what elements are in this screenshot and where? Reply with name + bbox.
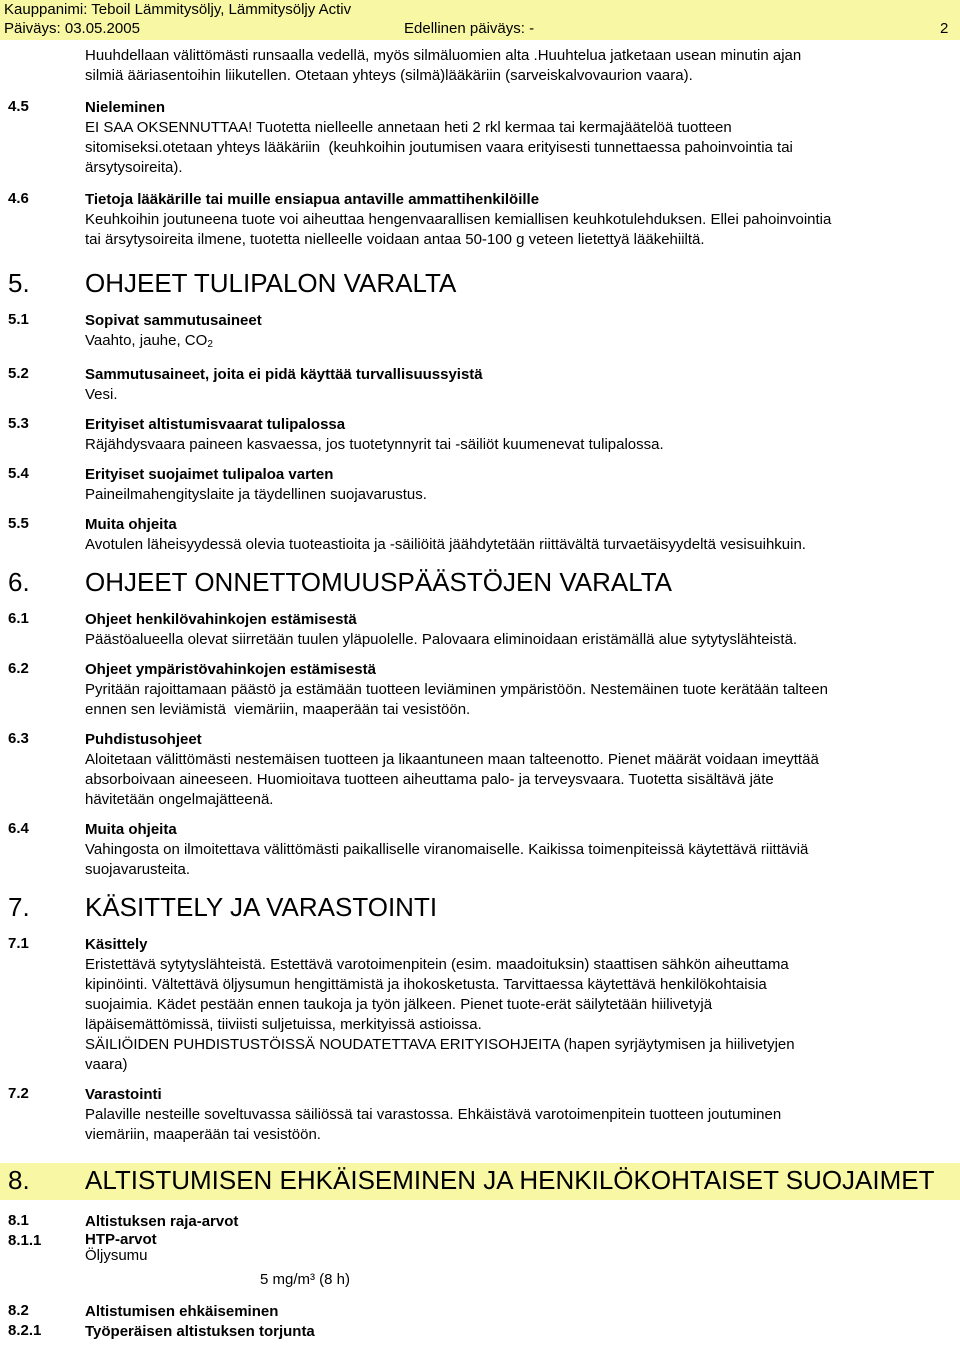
section-number: 4.5 <box>8 98 29 115</box>
section-title: Varastointi <box>85 1086 162 1103</box>
section-text <box>85 840 952 880</box>
section-text <box>85 331 952 355</box>
section-title: Nieleminen <box>85 99 166 116</box>
document-body <box>8 46 952 1342</box>
section-number: 4.6 <box>8 190 29 207</box>
intro-line: Huuhdellaan välittömästi runsaalla vedellä, myös silmäluomien alta .Huuhtelua jatketaan usean minutin ajan <box>85 47 802 64</box>
section-text <box>85 1105 952 1145</box>
section-number: 6.3 <box>8 730 29 747</box>
section-number: 5.2 <box>8 365 29 382</box>
section-text: ärsytysoireita). <box>85 159 183 176</box>
subsection <box>8 610 952 650</box>
section-text <box>85 750 952 810</box>
section-text-content: Päästöalueella olevat siirretään tuulen yläpuolelle. Palovaara eliminoidaan eristämällä alue sytytyslähteistä. <box>85 631 798 648</box>
section-text-content: Aloitetaan välittömästi nestemäisen tuotteen ja likaantuneen maan talteenotto. Pienet määrät voidaan imeyttää absorboivaan aineeseen. Huomioitava tuotteen aiheuttama palo- ja terveysvaara. Tuotetta sisältävä jäte hävitetään ongelmajätteenä. <box>85 751 819 808</box>
section-text-content: Pyritään rajoittamaan päästö ja estämään tuotteen leviäminen ympäristöön. Nestemäinen tuote kerätään talteen ennen sen leviämistä viemäriin, maaperään tai vesistöön. <box>85 681 828 718</box>
section-number: 8.2.1 <box>8 1322 42 1339</box>
section-number: 8.1.1 <box>8 1232 42 1249</box>
section-title: Puhdistusohjeet <box>85 731 202 748</box>
section-text-content: Palaville nesteille soveltuvassa säiliössä tai varastossa. Ehkäistävä varotoimenpitein tuotteen joutuminen viemäriin, maaperään tai vesistöön. <box>85 1106 782 1143</box>
section-number: 5.4 <box>8 465 29 482</box>
section-text <box>85 535 952 555</box>
section-title: Sopivat sammutusaineet <box>85 312 262 329</box>
section-title: KÄSITTELY JA VARASTOINTI <box>85 892 438 922</box>
intro-block <box>8 46 952 86</box>
section-text <box>85 485 952 505</box>
section-title: Muita ohjeita <box>85 821 177 838</box>
section-text-content: Räjähdysvaara paineen kasvaessa, jos tuotetynnyrit tai -säiliöt kuumenevat tulipalossa. <box>85 436 664 453</box>
section-8-1 <box>8 1212 952 1232</box>
section-text <box>85 435 952 455</box>
section-text-content: Vahingosta on ilmoitettava välittömästi paikalliselle viranomaiselle. Kaikissa toimenpiteissä käytettävä riittäviä suojavarusteita. <box>85 841 809 878</box>
section-text: tai ärsytysoireita ilmene, tuotetta nielleelle voidaan antaa 50-100 g veteen lietettyä lääkehiiltä. <box>85 231 705 248</box>
page-header <box>0 0 960 40</box>
section-4-6 <box>8 190 952 250</box>
section-title: OHJEET TULIPALON VARALTA <box>85 268 457 298</box>
section-number: 6.1 <box>8 610 29 627</box>
section-number: 8.2 <box>8 1302 29 1319</box>
section-8-2 <box>8 1302 952 1322</box>
section-number: 7. <box>8 892 30 922</box>
section-text <box>85 680 952 720</box>
subsection <box>8 415 952 455</box>
subsection <box>8 730 952 810</box>
section-title: OHJEET ONNETTOMUUSPÄÄSTÖJEN VARALTA <box>85 567 673 597</box>
section-text-content: Avotulen läheisyydessä olevia tuoteastioita ja -säiliöitä jäähdytetään riittävältä turvaetäisyydeltä vesisuihkuin. <box>85 536 806 553</box>
subsection <box>8 660 952 720</box>
section-text: EI SAA OKSENNUTTAA! Tuotetta nielleelle annetaan heti 2 rkl kermaa tai kermajäätelöä tuotteen <box>85 119 732 136</box>
section-text-content: Vaahto, jauhe, CO <box>85 332 208 349</box>
section-number: 6.4 <box>8 820 29 837</box>
section-8-2-1 <box>8 1322 952 1342</box>
exposure-value: 5 mg/m³ (8 h) <box>260 1271 351 1288</box>
section-number: 6.2 <box>8 660 29 677</box>
section-text-content: Eristettävä sytytyslähteistä. Estettävä varotoimenpitein (esim. maadoituksin) staattisen sähkön aiheuttama kipinöinti. Vältettävä öljysumun hengittämistä ja ihokosketusta. Tarvittaessa käytettävä henkilökohtaisia suojaimia. Kädet pestään ennen taukoja ja työn jälkeen. Pienet tuote-erät säilytetään hiilivetyjä läpäisemättömissä, tiiviisti suljetuissa, merkityissä astioissa. SÄILIÖIDEN PUHDISTUSTÖISSÄ NOUDATETTAVA ERITYISOHJEITA (hapen syrjäytymisen ja hiilivetyjen vaara) <box>85 956 795 1073</box>
section-title: Ohjeet ympäristövahinkojen estämisestä <box>85 661 376 678</box>
subsection <box>8 311 952 355</box>
section-title: Erityiset altistumisvaarat tulipalossa <box>85 416 346 433</box>
section-title: Työperäisen altistuksen torjunta <box>85 1323 315 1340</box>
section-text: Keuhkoihin joutuneena tuote voi aiheuttaa hengenvaarallisen kemiallisen keuhkotulehduksen. Ellei pahoinvointia <box>85 211 832 228</box>
section-4-5 <box>8 98 952 178</box>
subsection <box>8 515 952 555</box>
section-title: HTP-arvot <box>85 1231 157 1248</box>
section-text-content: Paineilmahengityslaite ja täydellinen suojavarustus. <box>85 486 427 503</box>
section-8-heading <box>0 1163 960 1200</box>
section-title: Sammutusaineet, joita ei pidä käyttää turvallisuussyistä <box>85 366 483 383</box>
subsection <box>8 1085 952 1145</box>
section-number: 7.2 <box>8 1085 29 1102</box>
section-title: Altistumisen ehkäiseminen <box>85 1303 279 1320</box>
section-number: 5.1 <box>8 311 29 328</box>
trade-name: Kauppanimi: Teboil Lämmitysöljy, Lämmitysöljy Activ <box>4 1 352 18</box>
section-text: sitomiseksi.otetaan yhteys lääkäriin (keuhkoihin joutumisen vaara erityisesti tunnettaessa pahoinvointia tai <box>85 139 793 156</box>
section-title: Käsittely <box>85 936 148 953</box>
subsection <box>8 465 952 505</box>
section-8-1-1 <box>8 1232 952 1290</box>
section-number: 7.1 <box>8 935 29 952</box>
intro-line: silmiä ääriasentoihin liikutellen. Otetaan yhteys (silmä)lääkäriin (sarveiskalvovaurion vaara). <box>85 67 693 84</box>
section-number: 8.1 <box>8 1212 29 1229</box>
page-number: 2 <box>940 20 949 37</box>
section-text-content: Vesi. <box>85 386 118 403</box>
section-title: Altistuksen raja-arvot <box>85 1213 239 1230</box>
section-number: 5.5 <box>8 515 29 532</box>
previous-date: Edellinen päiväys: - <box>404 20 535 37</box>
subsection <box>8 935 952 1075</box>
section-title: Muita ohjeita <box>85 516 177 533</box>
section-number: 6. <box>8 567 30 597</box>
section-title: Ohjeet henkilövahinkojen estämisestä <box>85 611 357 628</box>
subsection <box>8 820 952 880</box>
section-number: 8. <box>8 1165 30 1195</box>
section-text <box>85 385 952 405</box>
section-6-heading <box>8 567 952 598</box>
section-text <box>85 630 952 650</box>
section-title: Tietoja lääkärille tai muille ensiapua antaville ammattihenkilöille <box>85 191 540 208</box>
section-number: 5. <box>8 268 30 298</box>
section-number: 5.3 <box>8 415 29 432</box>
exposure-item: Öljysumu <box>85 1247 148 1264</box>
section-title: ALTISTUMISEN EHKÄISEMINEN JA HENKILÖKOHTAISET SUOJAIMET <box>85 1165 935 1195</box>
date: Päiväys: 03.05.2005 <box>4 20 140 37</box>
section-7-heading <box>8 892 952 923</box>
section-text <box>85 955 952 1075</box>
subscript: 2 <box>207 339 213 350</box>
section-title: Erityiset suojaimet tulipaloa varten <box>85 466 334 483</box>
section-5-heading <box>8 268 952 299</box>
subsection <box>8 365 952 405</box>
